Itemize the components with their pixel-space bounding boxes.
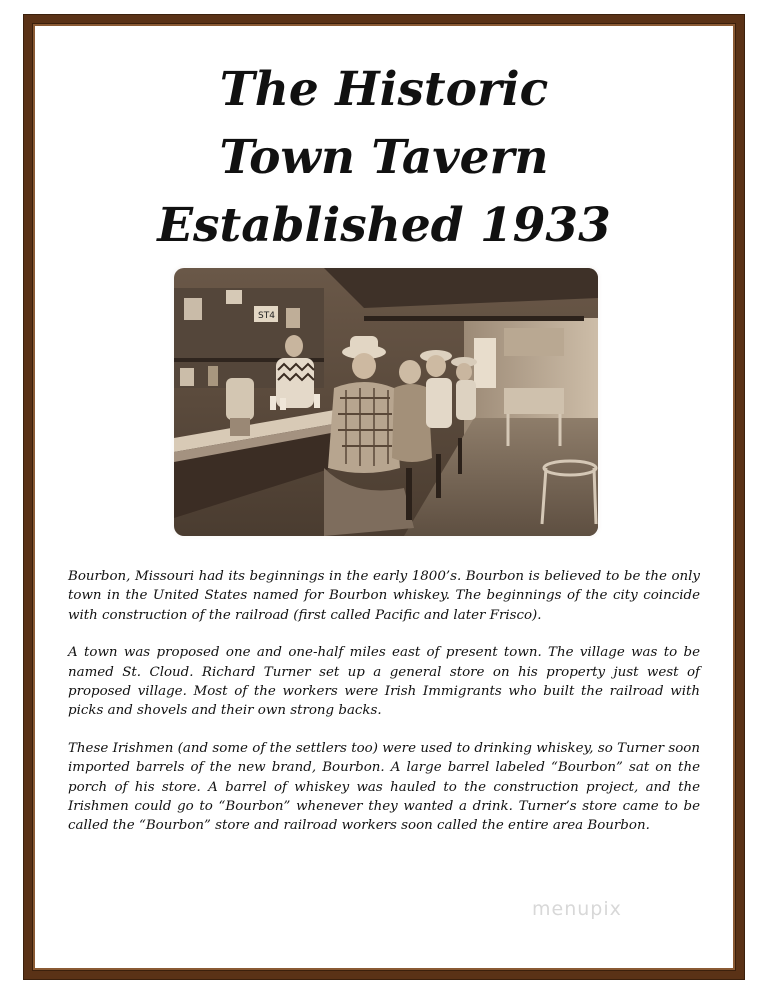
tavern-photo — [174, 268, 598, 536]
title-line-1: The Historic — [219, 62, 549, 117]
title-line-3: Established 1933 — [157, 198, 611, 253]
paragraph-3: These Irishmen (and some of the settlers too) were used to drinking whiskey, so Turner soon imported barrels of the new brand, Bourbon. A large barrel labeled “Bourbon” sat on the porch of his store. A barrel of whiskey was hauled to the construction project, and the Irishmen could go to “Bourbon” whenever they wanted a drink. Turner’s store came to be called the “Bourbon” store and railroad workers soon called the entire area Bourbon. — [68, 740, 700, 834]
page-title — [0, 56, 768, 260]
tavern-photo-icon — [174, 268, 598, 536]
paragraph-2: A town was proposed one and one-half miles east of present town. The village was to be named St. Cloud. Richard Turner set up a general store on his property just west of proposed village. Most of the workers were Irish Immigrants who built the railroad with picks and shovels and their own strong backs. — [68, 645, 700, 719]
watermark: menupix — [532, 898, 622, 920]
photo-sign: ST4 — [258, 311, 275, 321]
history-text — [68, 567, 700, 854]
paragraph-1: Bourbon, Missouri had its beginnings in the early 1800’s. Bourbon is believed to be the only town in the United States named for Bourbon whiskey. The beginnings of the city coincide with construction of the railroad (first called Pacific and later Frisco). — [68, 569, 700, 623]
title-line-2: Town Tavern — [219, 130, 549, 185]
